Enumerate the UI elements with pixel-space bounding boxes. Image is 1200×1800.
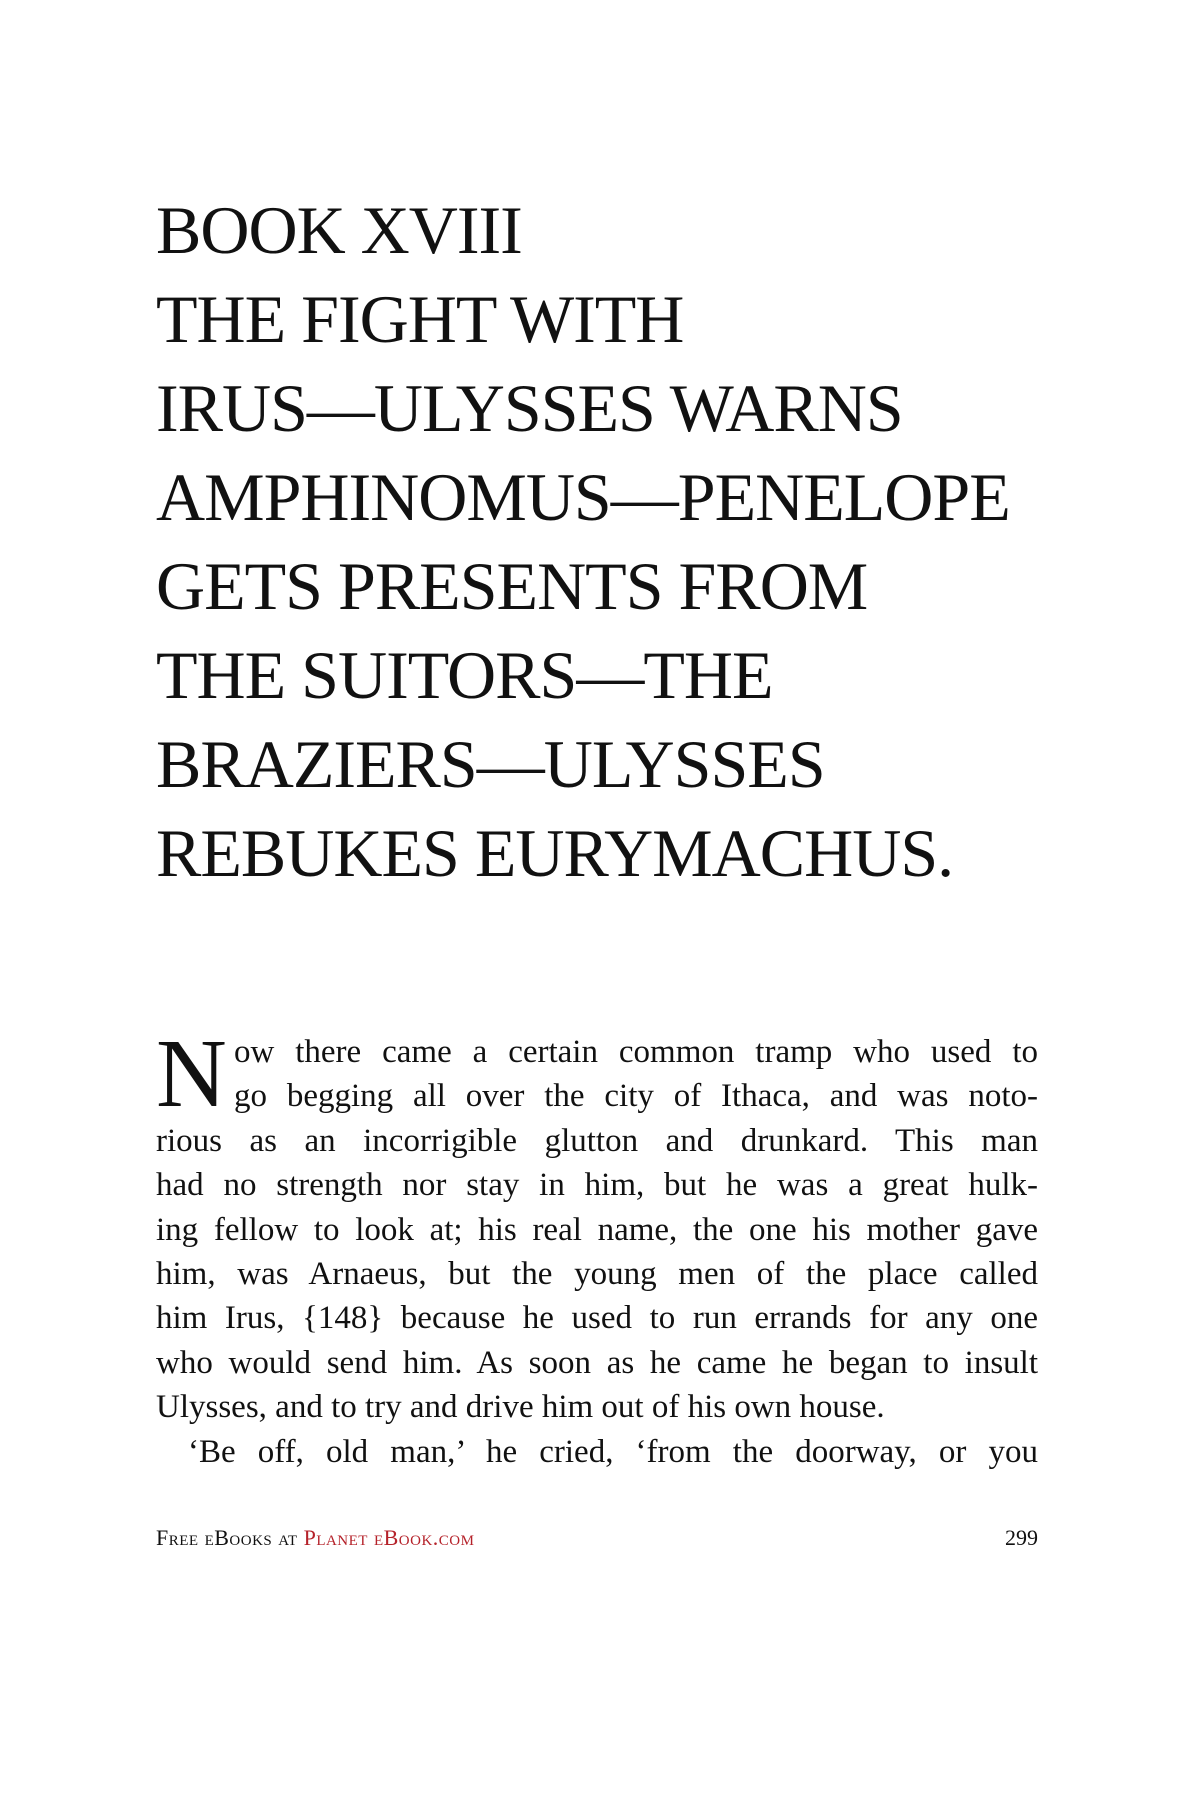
page-number: 299 [1005,1525,1038,1550]
text-line: ing fellow to look at; his real name, the one his mother gave [156,1211,1038,1248]
title-line: BOOK XVIII [156,192,522,268]
text-line: ‘Be off, old man,’ he cried, ‘from the doorway, or you [188,1433,1038,1470]
title-line: THE SUITORS—THE [156,637,773,713]
title-line: THE FIGHT WITH [156,281,684,357]
text-line: ow there came a certain common tramp who used to [234,1034,1038,1070]
text-line: him, was Arnaeus, but the young men of the place called [156,1255,1038,1292]
title-line: REBUKES EURYMACHUS. [156,815,954,891]
title-line: BRAZIERS—ULYSSES [156,726,825,802]
footer-credit [156,1525,474,1551]
text-line: him Irus, {148} because he used to run errands for any one [156,1300,1038,1337]
page-footer [156,1525,1038,1551]
text-line: go begging all over the city of Ithaca, and was noto- [234,1078,1038,1115]
footer-site-link[interactable]: Planet eBook.com [303,1525,475,1550]
chapter-title [156,186,1056,898]
text-line: rious as an incorrigible glutton and drunkard. This man [156,1122,1038,1159]
drop-cap: N [156,1020,227,1128]
text-line: Ulysses, and to try and drive him out of his own house. [156,1389,885,1426]
title-line: IRUS—ULYSSES WARNS [156,370,903,446]
text-line: who would send him. As soon as he came he began to insult [156,1344,1038,1381]
footer-prefix: Free eBooks at [156,1525,304,1550]
body-text [156,1020,1038,1474]
title-line: GETS PRESENTS FROM [156,548,868,624]
title-line: AMPHINOMUS—PENELOPE [156,459,1010,535]
text-line: had no strength nor stay in him, but he was a great hulk- [156,1167,1038,1204]
